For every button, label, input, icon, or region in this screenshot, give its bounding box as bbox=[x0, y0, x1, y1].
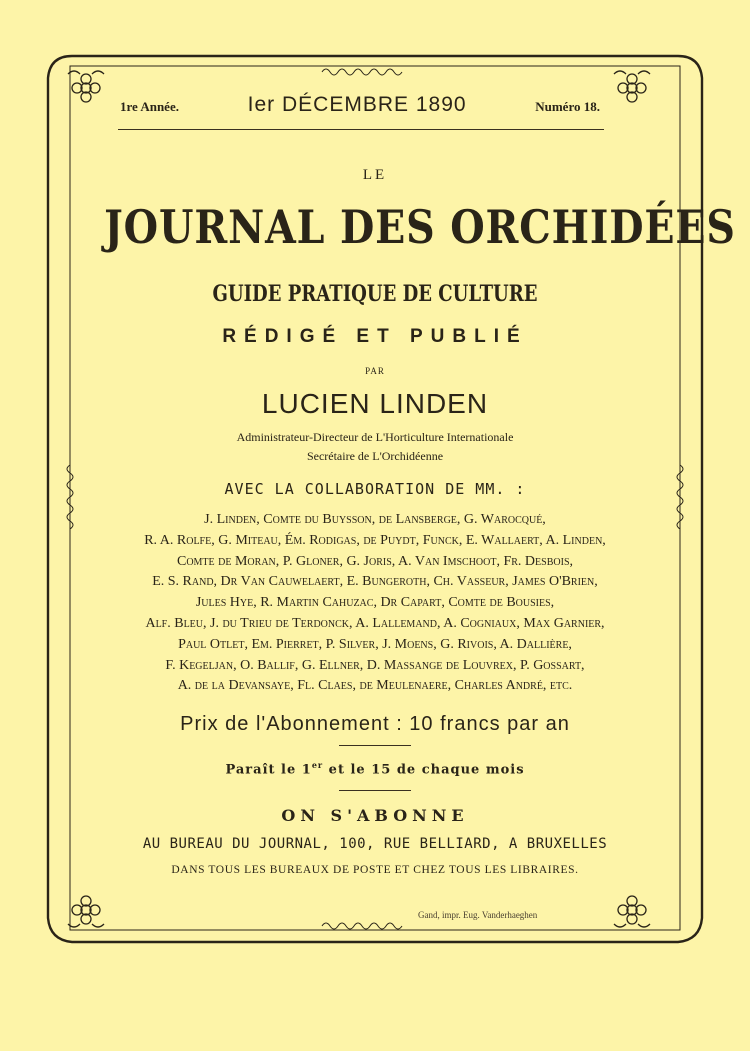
par-label: PAR bbox=[365, 366, 385, 376]
issue-date-prefix: Ier bbox=[247, 93, 276, 116]
collaborator-line: A. de la Devansaye, Fl. Claes, de Meulenaere, Charles André, etc. bbox=[177, 678, 573, 694]
collaborators-list bbox=[60, 510, 690, 697]
printer-imprint: Gand, impr. Eug. Vanderhaeghen bbox=[418, 910, 538, 920]
issue-date-text: DÉCEMBRE 1890 bbox=[282, 93, 467, 116]
collaborator-line: E. S. Rand, Dr Van Cauwelaert, E. Bungeroth, Ch. Vasseur, James O'Brien, bbox=[152, 574, 598, 590]
post-offices-note: DANS TOUS LES BUREAUX DE POSTE ET CHEZ TOUS LES LIBRAIRES. bbox=[171, 864, 579, 876]
journal-title: JOURNAL DES ORCHIDÉES bbox=[104, 200, 736, 254]
frequency-text-b: et le 15 de chaque mois bbox=[323, 762, 525, 778]
subscribe-heading: ON S'ABONNE bbox=[281, 806, 469, 825]
collaborator-line: Paul Otlet, Em. Pierret, P. Silver, J. Moens, G. Rivois, A. Dallière, bbox=[178, 636, 572, 652]
frequency-text-a: Paraît le 1 bbox=[225, 762, 312, 778]
author-role-1: Administrateur-Directeur de L'Horticulture Internationale bbox=[236, 430, 514, 444]
author-role-2: Secrétaire de L'Orchidéenne bbox=[306, 449, 444, 463]
subscription-price: Prix de l'Abonnement : 10 francs par an bbox=[180, 713, 570, 735]
collaboration-heading: AVEC LA COLLABORATION DE MM. : bbox=[224, 480, 526, 498]
collaborator-line: Alf. Bleu, J. du Trieu de Terdonck, A. Lallemand, A. Cogniaux, Max Garnier, bbox=[145, 615, 605, 631]
author-name: LUCIEN LINDEN bbox=[261, 388, 489, 419]
redige-publie-line: RÉDIGÉ ET PUBLIÉ bbox=[222, 326, 528, 347]
journal-subtitle: GUIDE PRATIQUE DE CULTURE bbox=[212, 281, 538, 307]
publication-frequency bbox=[60, 760, 690, 777]
price-rule bbox=[339, 745, 411, 746]
collaborator-line: R. A. Rolfe, G. Miteau, Ém. Rodigas, de Puydt, Funck, E. Wallaert, A. Linden, bbox=[144, 532, 606, 548]
collaborator-line: F. Kegeljan, O. Ballif, G. Ellner, D. Massange de Louvrex, P. Gossart, bbox=[165, 657, 585, 673]
collaborator-line: Jules Hye, R. Martin Cahuzac, Dr Capart, Comte de Bousies, bbox=[195, 595, 555, 611]
frequency-rule bbox=[339, 790, 411, 791]
issue-header bbox=[120, 93, 600, 125]
title-article: LE bbox=[362, 167, 388, 183]
year-label: 1re Année. bbox=[120, 99, 179, 114]
collaborator-line: Comte de Moran, P. Gloner, G. Joris, A. Van Imschoot, Fr. Desbois, bbox=[176, 553, 573, 569]
header-rule bbox=[118, 129, 604, 130]
office-address: AU BUREAU DU JOURNAL, 100, RUE BELLIARD, A BRUXELLES bbox=[142, 836, 608, 852]
issue-date bbox=[248, 93, 467, 117]
collaborator-line: J. Linden, Comte du Buysson, de Lansberge, G. Warocqué, bbox=[204, 512, 546, 527]
frequency-superscript: er bbox=[311, 760, 324, 770]
issue-number: Numéro 18. bbox=[535, 99, 600, 114]
